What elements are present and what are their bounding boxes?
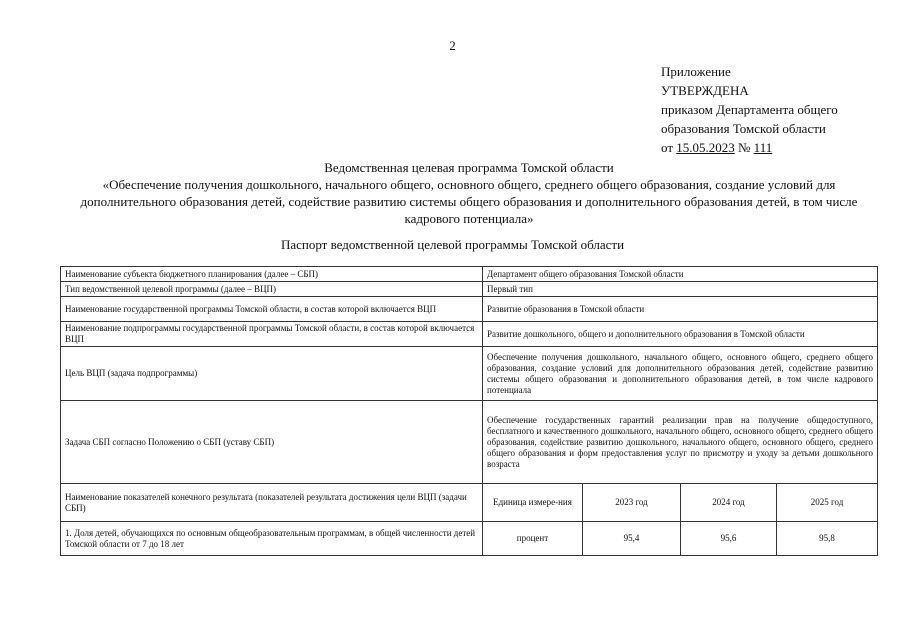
indicator-unit: процент bbox=[483, 522, 583, 556]
approval-line-department: образования Томской области bbox=[661, 121, 826, 136]
indicator-value-2023: 95,4 bbox=[583, 522, 681, 556]
page-number: 2 bbox=[449, 38, 456, 53]
approval-line-approved: УТВЕРЖДЕНА bbox=[661, 83, 749, 98]
indicators-header-row bbox=[61, 484, 878, 522]
approval-number-sign: № bbox=[734, 140, 754, 155]
approval-date-line bbox=[661, 138, 838, 157]
approval-date-prefix: от bbox=[661, 140, 677, 155]
indicator-value-2024: 95,6 bbox=[681, 522, 777, 556]
indicator-row bbox=[61, 522, 878, 556]
row-value: Департамент общего образования Томской области bbox=[483, 267, 878, 282]
program-title-line1: Ведомственная целевая программа Томской области bbox=[324, 160, 614, 175]
table-row bbox=[61, 322, 878, 347]
row-label: Наименование государственной программы Томской области, в состав которой включается ВЦП bbox=[61, 297, 483, 322]
row-value: Развитие образования в Томской области bbox=[483, 297, 878, 322]
indicators-header-unit: Единица измере-ния bbox=[483, 484, 583, 522]
table-row bbox=[61, 282, 878, 297]
row-value: Обеспечение получения дошкольного, начального общего, основного общего, среднего общего образования, создание условий для дополнительного образования детей, содействие развитию системы общего образования и дополнительного образования детей, в том числе кадрового потенциала bbox=[483, 347, 878, 401]
row-label: Задача СБП согласно Положению о СБП (уставу СБП) bbox=[61, 401, 483, 484]
row-label: Тип ведомственной целевой программы (далее – ВЦП) bbox=[61, 282, 483, 297]
indicator-label: 1. Доля детей, обучающихся по основным общеобразовательным программам, в общей численности детей Томской области от 7 до 18 лет bbox=[61, 522, 483, 556]
passport-title: Паспорт ведомственной целевой программы Томской области bbox=[280, 237, 625, 252]
approval-line-appendix: Приложение bbox=[661, 64, 731, 79]
row-label: Наименование подпрограммы государственной программы Томской области, в состав которой включается ВЦП bbox=[61, 322, 483, 347]
row-value: Первый тип bbox=[483, 282, 878, 297]
row-label: Цель ВЦП (задача подпрограммы) bbox=[61, 347, 483, 401]
approval-number: 111 bbox=[753, 140, 773, 155]
row-value: Обеспечение государственных гарантий реализации прав на получение общедоступного, бесплатного и качественного дошкольного, начального общего, основного общего, среднего общего образования, содействие развитию дошкольного, начального общего, основного общего, среднего общего образования и форм предоставления услуг по присмотру и уходу за детьми дошкольного возраста bbox=[483, 401, 878, 484]
indicators-header-label: Наименование показателей конечного результата (показателей результата достижения цели ВЦП (задачи СБП) bbox=[61, 484, 483, 522]
program-title-line2: «Обеспечение получения дошкольного, начального общего, основного общего, среднего общего образования, создание условий для дополнительного образования детей, содействие развитию системы общего образования и дополнительного образования детей, в том числе кадрового потенциала» bbox=[80, 177, 858, 226]
indicators-header-year-2024: 2024 год bbox=[681, 484, 777, 522]
table-row bbox=[61, 347, 878, 401]
program-title bbox=[60, 159, 878, 227]
indicators-header-year-2023: 2023 год bbox=[583, 484, 681, 522]
indicator-value-2025: 95,8 bbox=[777, 522, 878, 556]
row-value: Развитие дошкольного, общего и дополнительного образования в Томской области bbox=[483, 322, 878, 347]
table-row bbox=[61, 401, 878, 484]
approval-line-order: приказом Департамента общего bbox=[661, 102, 838, 117]
table-row bbox=[61, 267, 878, 282]
row-label: Наименование субъекта бюджетного планирования (далее – СБП) bbox=[61, 267, 483, 282]
table-row bbox=[61, 297, 878, 322]
approval-block bbox=[661, 62, 838, 157]
passport-table bbox=[60, 266, 878, 556]
approval-date: 15.05.2023 bbox=[676, 140, 735, 155]
indicators-header-year-2025: 2025 год bbox=[777, 484, 878, 522]
